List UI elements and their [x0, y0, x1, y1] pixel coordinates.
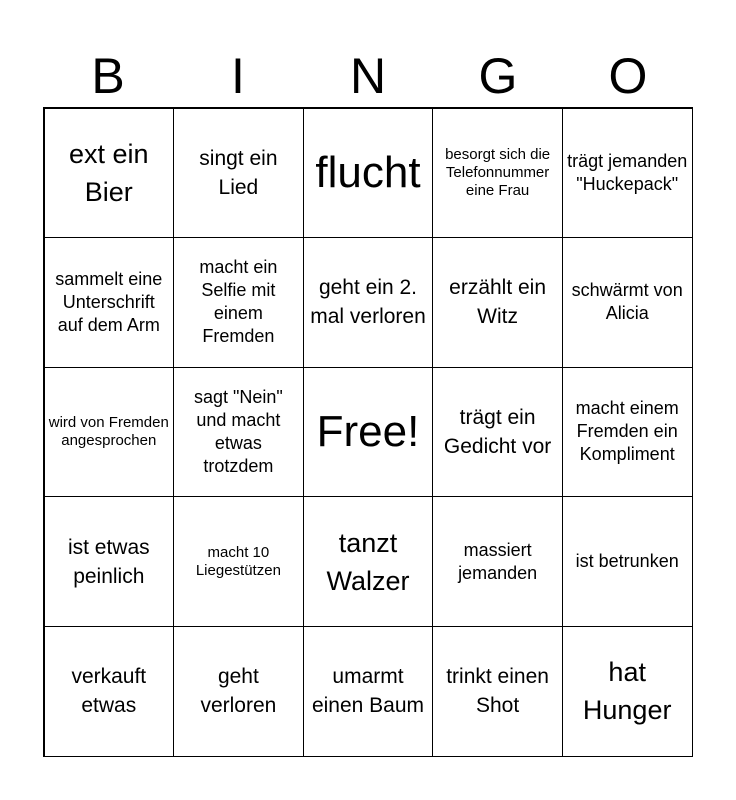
bingo-cell[interactable]: macht ein Selfie mit einem Fremden [173, 237, 304, 368]
bingo-cell[interactable]: ist betrunken [562, 496, 693, 627]
header-letter-g: G [478, 48, 518, 104]
bingo-cell[interactable]: besorgt sich die Telefonnummer eine Frau [432, 108, 563, 239]
bingo-cell[interactable]: umarmt einen Baum [303, 626, 434, 757]
bingo-cell[interactable]: sagt "Nein" und macht etwas trotzdem [173, 367, 304, 498]
bingo-cell[interactable]: macht einem Fremden ein Kompliment [562, 367, 693, 498]
bingo-cell[interactable]: trinkt einen Shot [432, 626, 563, 757]
header-letter-n: N [349, 48, 387, 104]
bingo-cell-free[interactable]: Free! [303, 367, 434, 498]
header-letter-o: O [608, 48, 648, 104]
header-letter-b: B [91, 48, 125, 104]
bingo-header [43, 44, 693, 108]
bingo-cell[interactable]: schwärmt von Alicia [562, 237, 693, 368]
bingo-cell[interactable]: sammelt eine Unterschrift auf dem Arm [44, 237, 175, 368]
bingo-cell[interactable]: macht 10 Liegestützen [173, 496, 304, 627]
bingo-cell[interactable]: hat Hunger [562, 626, 693, 757]
bingo-grid [43, 107, 693, 757]
bingo-cell[interactable]: massiert jemanden [432, 496, 563, 627]
bingo-cell[interactable]: flucht [303, 108, 434, 239]
bingo-cell[interactable]: wird von Fremden angesprochen [44, 367, 175, 498]
header-letter-i: I [231, 48, 245, 104]
bingo-cell[interactable]: trägt jemanden "Huckepack" [562, 108, 693, 239]
bingo-cell[interactable]: verkauft etwas [44, 626, 175, 757]
bingo-cell[interactable]: ist etwas peinlich [44, 496, 175, 627]
bingo-cell[interactable]: geht verloren [173, 626, 304, 757]
bingo-cell[interactable]: erzählt ein Witz [432, 237, 563, 368]
bingo-cell[interactable]: ext ein Bier [44, 108, 175, 239]
bingo-cell[interactable]: tanzt Walzer [303, 496, 434, 627]
bingo-cell[interactable]: geht ein 2. mal verloren [303, 237, 434, 368]
bingo-cell[interactable]: trägt ein Gedicht vor [432, 367, 563, 498]
bingo-cell[interactable]: singt ein Lied [173, 108, 304, 239]
